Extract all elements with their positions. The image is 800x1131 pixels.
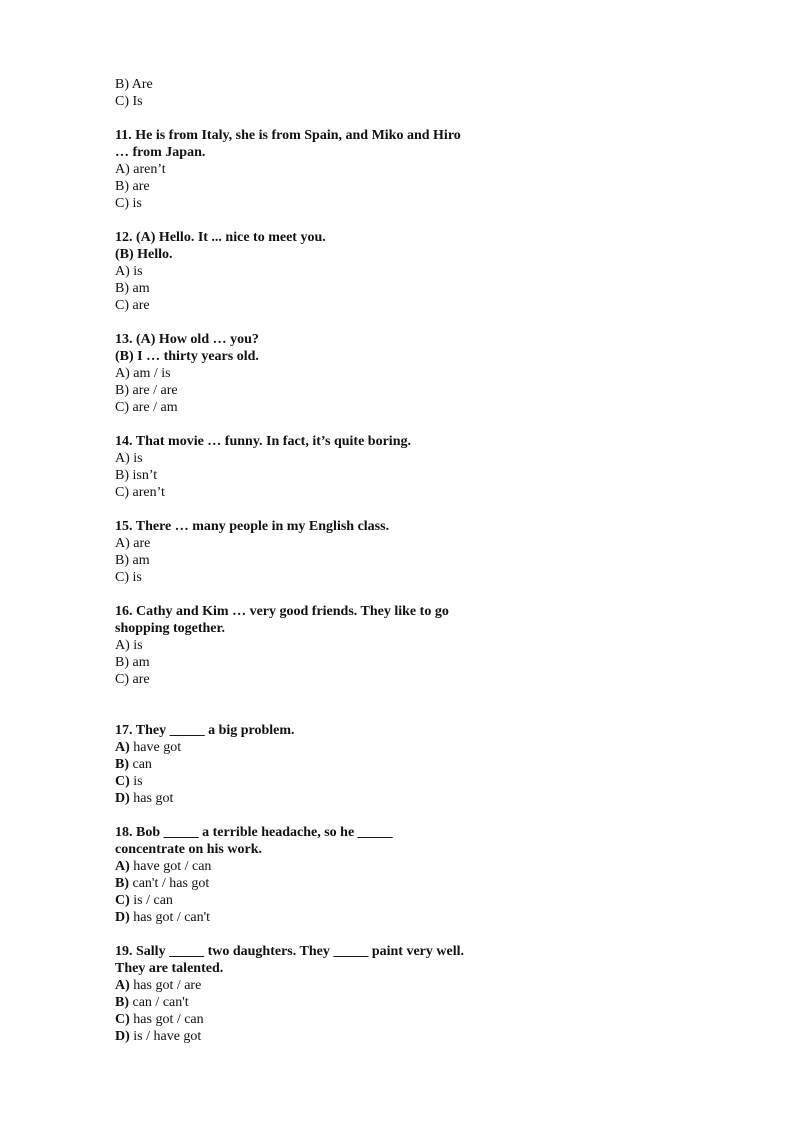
option-b: B) am	[115, 655, 150, 670]
option-c: C) is	[115, 774, 143, 789]
option-c: C) has got / can	[115, 1012, 204, 1027]
question-text: shopping together.	[115, 621, 225, 636]
option-c: C) aren’t	[115, 485, 165, 500]
question-13	[115, 331, 515, 416]
option-b: B) am	[115, 281, 150, 296]
question-15	[115, 518, 515, 586]
question-17	[115, 722, 515, 807]
question-text: … from Japan.	[115, 145, 206, 160]
question-16	[115, 603, 515, 688]
option-d: D) is / have got	[115, 1029, 202, 1044]
option-a: A) aren’t	[115, 162, 166, 177]
question-14	[115, 433, 515, 501]
option-a: A) is	[115, 264, 143, 279]
option-c: C) is	[115, 196, 142, 211]
option-c: C) are / am	[115, 400, 178, 415]
worksheet-page	[115, 76, 515, 1045]
option-b: B) am	[115, 553, 150, 568]
option-b: B) can	[115, 757, 152, 772]
question-text: 11. He is from Italy, she is from Spain, and Miko and Hiro	[115, 128, 461, 143]
option-b: B) Are	[115, 77, 153, 92]
question-12	[115, 229, 515, 314]
option-a: A) have got / can	[115, 859, 212, 874]
option-c: C) are	[115, 298, 150, 313]
option-a: A) have got	[115, 740, 182, 755]
option-d: D) has got	[115, 791, 174, 806]
question-text: 14. That movie … funny. In fact, it’s quite boring.	[115, 434, 411, 449]
question-text: 19. Sally _____ two daughters. They _____ paint very well.	[115, 944, 464, 959]
option-b: B) are / are	[115, 383, 178, 398]
question-text: concentrate on his work.	[115, 842, 262, 857]
option-d: D) has got / can't	[115, 910, 211, 925]
question-text: They are talented.	[115, 961, 224, 976]
question-text: 12. (A) Hello. It ... nice to meet you.	[115, 230, 326, 245]
question-text: 18. Bob _____ a terrible headache, so he _____	[115, 825, 393, 840]
option-b: B) isn’t	[115, 468, 158, 483]
question-10-continued	[115, 76, 515, 110]
option-a: A) is	[115, 638, 143, 653]
option-a: A) is	[115, 451, 143, 466]
question-text: (B) Hello.	[115, 247, 173, 262]
question-18	[115, 824, 515, 926]
option-c: C) is	[115, 570, 142, 585]
question-text: 16. Cathy and Kim … very good friends. They like to go	[115, 604, 449, 619]
option-a: A) are	[115, 536, 151, 551]
option-c: C) Is	[115, 94, 143, 109]
option-a: A) am / is	[115, 366, 171, 381]
question-19	[115, 943, 515, 1045]
question-text: 13. (A) How old … you?	[115, 332, 259, 347]
question-11	[115, 127, 515, 212]
option-a: A) has got / are	[115, 978, 202, 993]
option-b: B) can / can't	[115, 995, 189, 1010]
question-text: 15. There … many people in my English class.	[115, 519, 390, 534]
option-b: B) can't / has got	[115, 876, 210, 891]
option-c: C) are	[115, 672, 150, 687]
question-text: 17. They _____ a big problem.	[115, 723, 295, 738]
question-text: (B) I … thirty years old.	[115, 349, 259, 364]
option-c: C) is / can	[115, 893, 173, 908]
option-b: B) are	[115, 179, 150, 194]
